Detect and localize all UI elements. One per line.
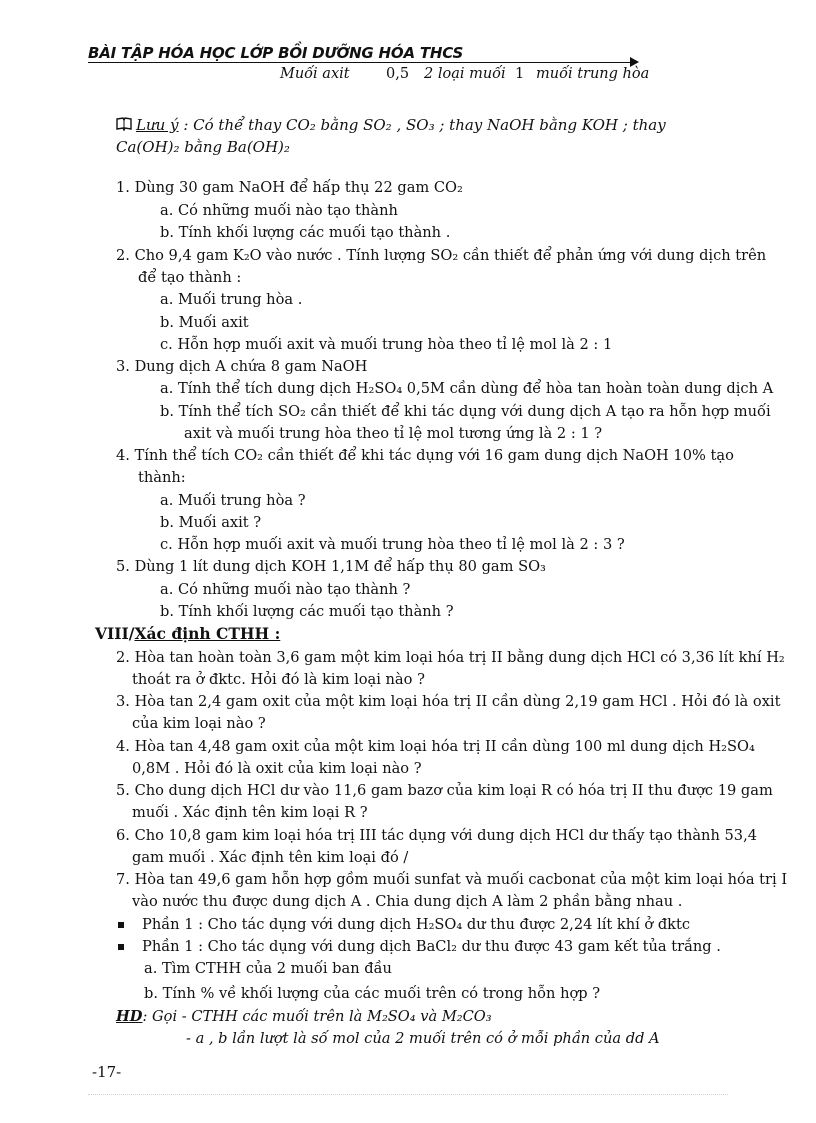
problem-line: 6. Cho 10,8 gam kim loại hóa trị III tác dụng với dung dịch HCl dư thấy tạo thành 53,4 <box>116 827 757 844</box>
section-title: Xác định CTHH : <box>134 624 281 643</box>
footer-divider <box>88 1094 728 1095</box>
exercise-line: b. Muối axit <box>160 314 249 331</box>
section-heading <box>95 624 280 643</box>
exercise-line: 3. Dung dịch A chứa 8 gam NaOH <box>116 358 368 375</box>
exercise-line: c. Hỗn hợp muối axit và muối trung hòa theo tỉ lệ mol là 2 : 3 ? <box>160 536 625 553</box>
problem-line: b. Tính % về khối lượng của các muối trên có trong hỗn hợp ? <box>144 985 601 1002</box>
header-label-neutral-salt: muối trung hòa <box>536 66 650 82</box>
exercise-line: b. Tính thể tích SO₂ cần thiết để khi tác dụng với dung dịch A tạo ra hỗn hợp muối <box>160 403 771 420</box>
exercise-line: a. Tính thể tích dung dịch H₂SO₄ 0,5M cần dùng để hòa tan hoàn toàn dung dịch A <box>160 380 774 397</box>
header-title: BÀI TẬP HÓA HỌC LỚP BỒI DƯỠNG HÓA THCS <box>88 44 464 62</box>
problem-line: a. Tìm CTHH của 2 muối ban đầu <box>144 960 392 977</box>
exercise-line: b. Tính khối lượng các muối tạo thành ? <box>160 603 454 620</box>
problem-line: 4. Hòa tan 4,48 gam oxit của một kim loại hóa trị II cần dùng 100 ml dung dịch H₂SO₄ <box>116 738 755 755</box>
problem-line: muối . Xác định tên kim loại R ? <box>132 804 368 821</box>
hint-label: HD <box>116 1008 143 1025</box>
problem-line: 2. Hòa tan hoàn toàn 3,6 gam một kim loại hóa trị II bằng dung dịch HCl có 3,36 lít khí H₂ <box>116 649 785 666</box>
exercise-line: b. Muối axit ? <box>160 514 262 531</box>
exercise-line: 2. Cho 9,4 gam K₂O vào nước . Tính lượng SO₂ cần thiết để phản ứng với dung dịch trên <box>116 247 767 264</box>
problem-line: vào nước thu được dung dịch A . Chia dung dịch A làm 2 phần bằng nhau . <box>132 893 683 910</box>
exercise-line: axit và muối trung hòa theo tỉ lệ mol tương ứng là 2 : 1 ? <box>184 425 603 442</box>
hint-line-1 <box>116 1008 492 1025</box>
section-number: VIII/ <box>95 624 135 643</box>
header-label-two-salts: 2 loại muối <box>424 66 506 82</box>
bullet-icon <box>118 944 124 950</box>
note-block <box>116 114 726 158</box>
problem-line: Phần 1 : Cho tác dụng với dung dịch H₂SO₄ dư thu được 2,24 lít khí ở đktc <box>142 916 691 933</box>
exercise-line: 1. Dùng 30 gam NaOH để hấp thụ 22 gam CO₂ <box>116 179 463 196</box>
problem-line: 7. Hòa tan 49,6 gam hỗn hợp gồm muối sunfat và muối cacbonat của một kim loại hóa trị I <box>116 871 788 888</box>
hint-text-1: : Gọi - CTHH các muối trên là M₂SO₄ và M₂CO₃ <box>142 1008 492 1025</box>
exercise-line: b. Tính khối lượng các muối tạo thành . <box>160 224 451 241</box>
problem-line: của kim loại nào ? <box>132 715 266 732</box>
exercise-line: a. Muối trung hòa ? <box>160 492 306 509</box>
problem-line: gam muối . Xác định tên kim loại đó / <box>132 849 409 866</box>
note-label: Lưu ý <box>136 116 179 134</box>
exercise-line: 4. Tính thể tích CO₂ cần thiết để khi tác dụng với 16 gam dung dịch NaOH 10% tạo <box>116 447 734 464</box>
bullet-icon <box>118 922 124 928</box>
exercise-line: để tạo thành : <box>138 269 242 286</box>
header-arrow-line <box>88 62 636 63</box>
problem-line: 0,8M . Hỏi đó là oxit của kim loại nào ? <box>132 760 422 777</box>
book-icon <box>116 117 132 131</box>
exercise-line: c. Hỗn hợp muối axit và muối trung hòa theo tỉ lệ mol là 2 : 1 <box>160 336 613 353</box>
exercise-line: a. Muối trung hòa . <box>160 291 303 308</box>
problem-line: Phần 1 : Cho tác dụng với dung dịch BaCl₂ dư thu được 43 gam kết tủa trắng . <box>142 938 721 955</box>
problem-line: 3. Hòa tan 2,4 gam oxit của một kim loại hóa trị II cần dùng 2,19 gam HCl . Hỏi đó là oxit <box>116 693 781 710</box>
note-text: : Có thể thay CO₂ bằng SO₂ , SO₃ ; thay NaOH bằng KOH ; thay Ca(OH)₂ bằng Ba(OH)₂ <box>116 116 666 156</box>
header-label-acid-salt: Muối axit <box>280 66 350 82</box>
problem-line: 5. Cho dung dịch HCl dư vào 11,6 gam bazơ của kim loại R có hóa trị II thu được 19 gam <box>116 782 773 799</box>
page-number: -17- <box>92 1063 122 1081</box>
header-ratio-2: 1 <box>515 66 525 82</box>
exercise-line: thành: <box>138 469 186 486</box>
header-ratio-1: 0,5 <box>386 66 410 82</box>
exercise-line: a. Có những muối nào tạo thành ? <box>160 581 411 598</box>
exercise-line: 5. Dùng 1 lít dung dịch KOH 1,1M để hấp thụ 80 gam SO₃ <box>116 558 546 575</box>
hint-text-2: - a , b lần lượt là số mol của 2 muối trên có ở mỗi phần của dd A <box>186 1030 660 1047</box>
problem-line: thoát ra ở đktc. Hỏi đó là kim loại nào ? <box>132 671 425 688</box>
exercise-line: a. Có những muối nào tạo thành <box>160 202 398 219</box>
